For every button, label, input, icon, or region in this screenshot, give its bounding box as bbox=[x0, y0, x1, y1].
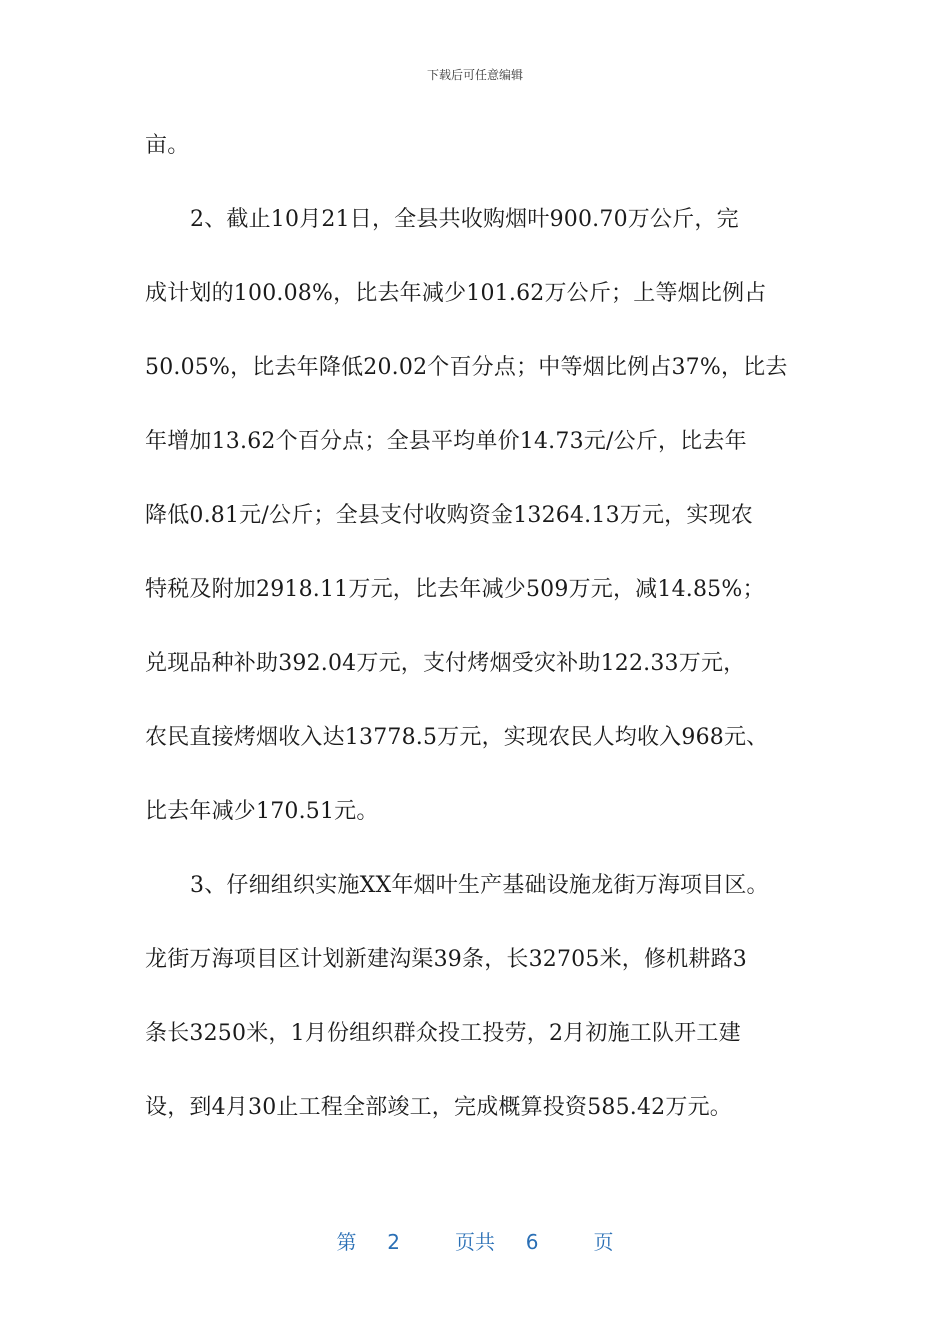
text-line: 兑现品种补助392.04万元，支付烤烟受灾补助122.33万元， bbox=[145, 651, 746, 676]
text-line: 条长3250米，1月份组织群众投工投劳，2月初施工队开工建 bbox=[145, 1021, 741, 1046]
text-line: 2、截止10月21日，全县共收购烟叶900.70万公斤，完 bbox=[190, 207, 739, 232]
text-line: 降低0.81元/公斤；全县支付收购资金13264.13万元，实现农 bbox=[145, 503, 753, 528]
text-line: 龙街万海项目区计划新建沟渠39条，长32705米，修机耕路3 bbox=[145, 947, 747, 972]
total-pages-number: 6 bbox=[525, 1230, 539, 1254]
current-page-number: 2 bbox=[387, 1230, 400, 1254]
text-line: 3、仔细组织实施XX年烟叶生产基础设施龙街万海项目区。 bbox=[190, 873, 769, 898]
text-line: 农民直接烤烟收入达13778.5万元，实现农民人均收入968元、 bbox=[145, 725, 769, 750]
text-line: 设，到4月30止工程全部竣工，完成概算投资585.42万元。 bbox=[145, 1095, 732, 1120]
page-header: 下载后可任意编辑 bbox=[426, 68, 523, 82]
text-line: 成计划的100.08%，比去年减少101.62万公斤；上等烟比例占 bbox=[145, 281, 767, 306]
document-body bbox=[145, 126, 810, 1162]
footer-suffix: 页 bbox=[593, 1230, 614, 1254]
text-line: 50.05%，比去年降低20.02个百分点；中等烟比例占37%，比去 bbox=[145, 355, 788, 380]
page-footer bbox=[0, 1226, 950, 1255]
footer-middle: 页共 bbox=[455, 1230, 495, 1254]
text-line: 比去年减少170.51元。 bbox=[145, 799, 379, 824]
text-line: 特税及附加2918.11万元，比去年减少509万元，减14.85%； bbox=[145, 577, 765, 602]
text-line: 年增加13.62个百分点；全县平均单价14.73元/公斤，比去年 bbox=[145, 429, 747, 454]
text-line: 亩。 bbox=[145, 133, 190, 158]
footer-prefix: 第 bbox=[336, 1230, 357, 1254]
